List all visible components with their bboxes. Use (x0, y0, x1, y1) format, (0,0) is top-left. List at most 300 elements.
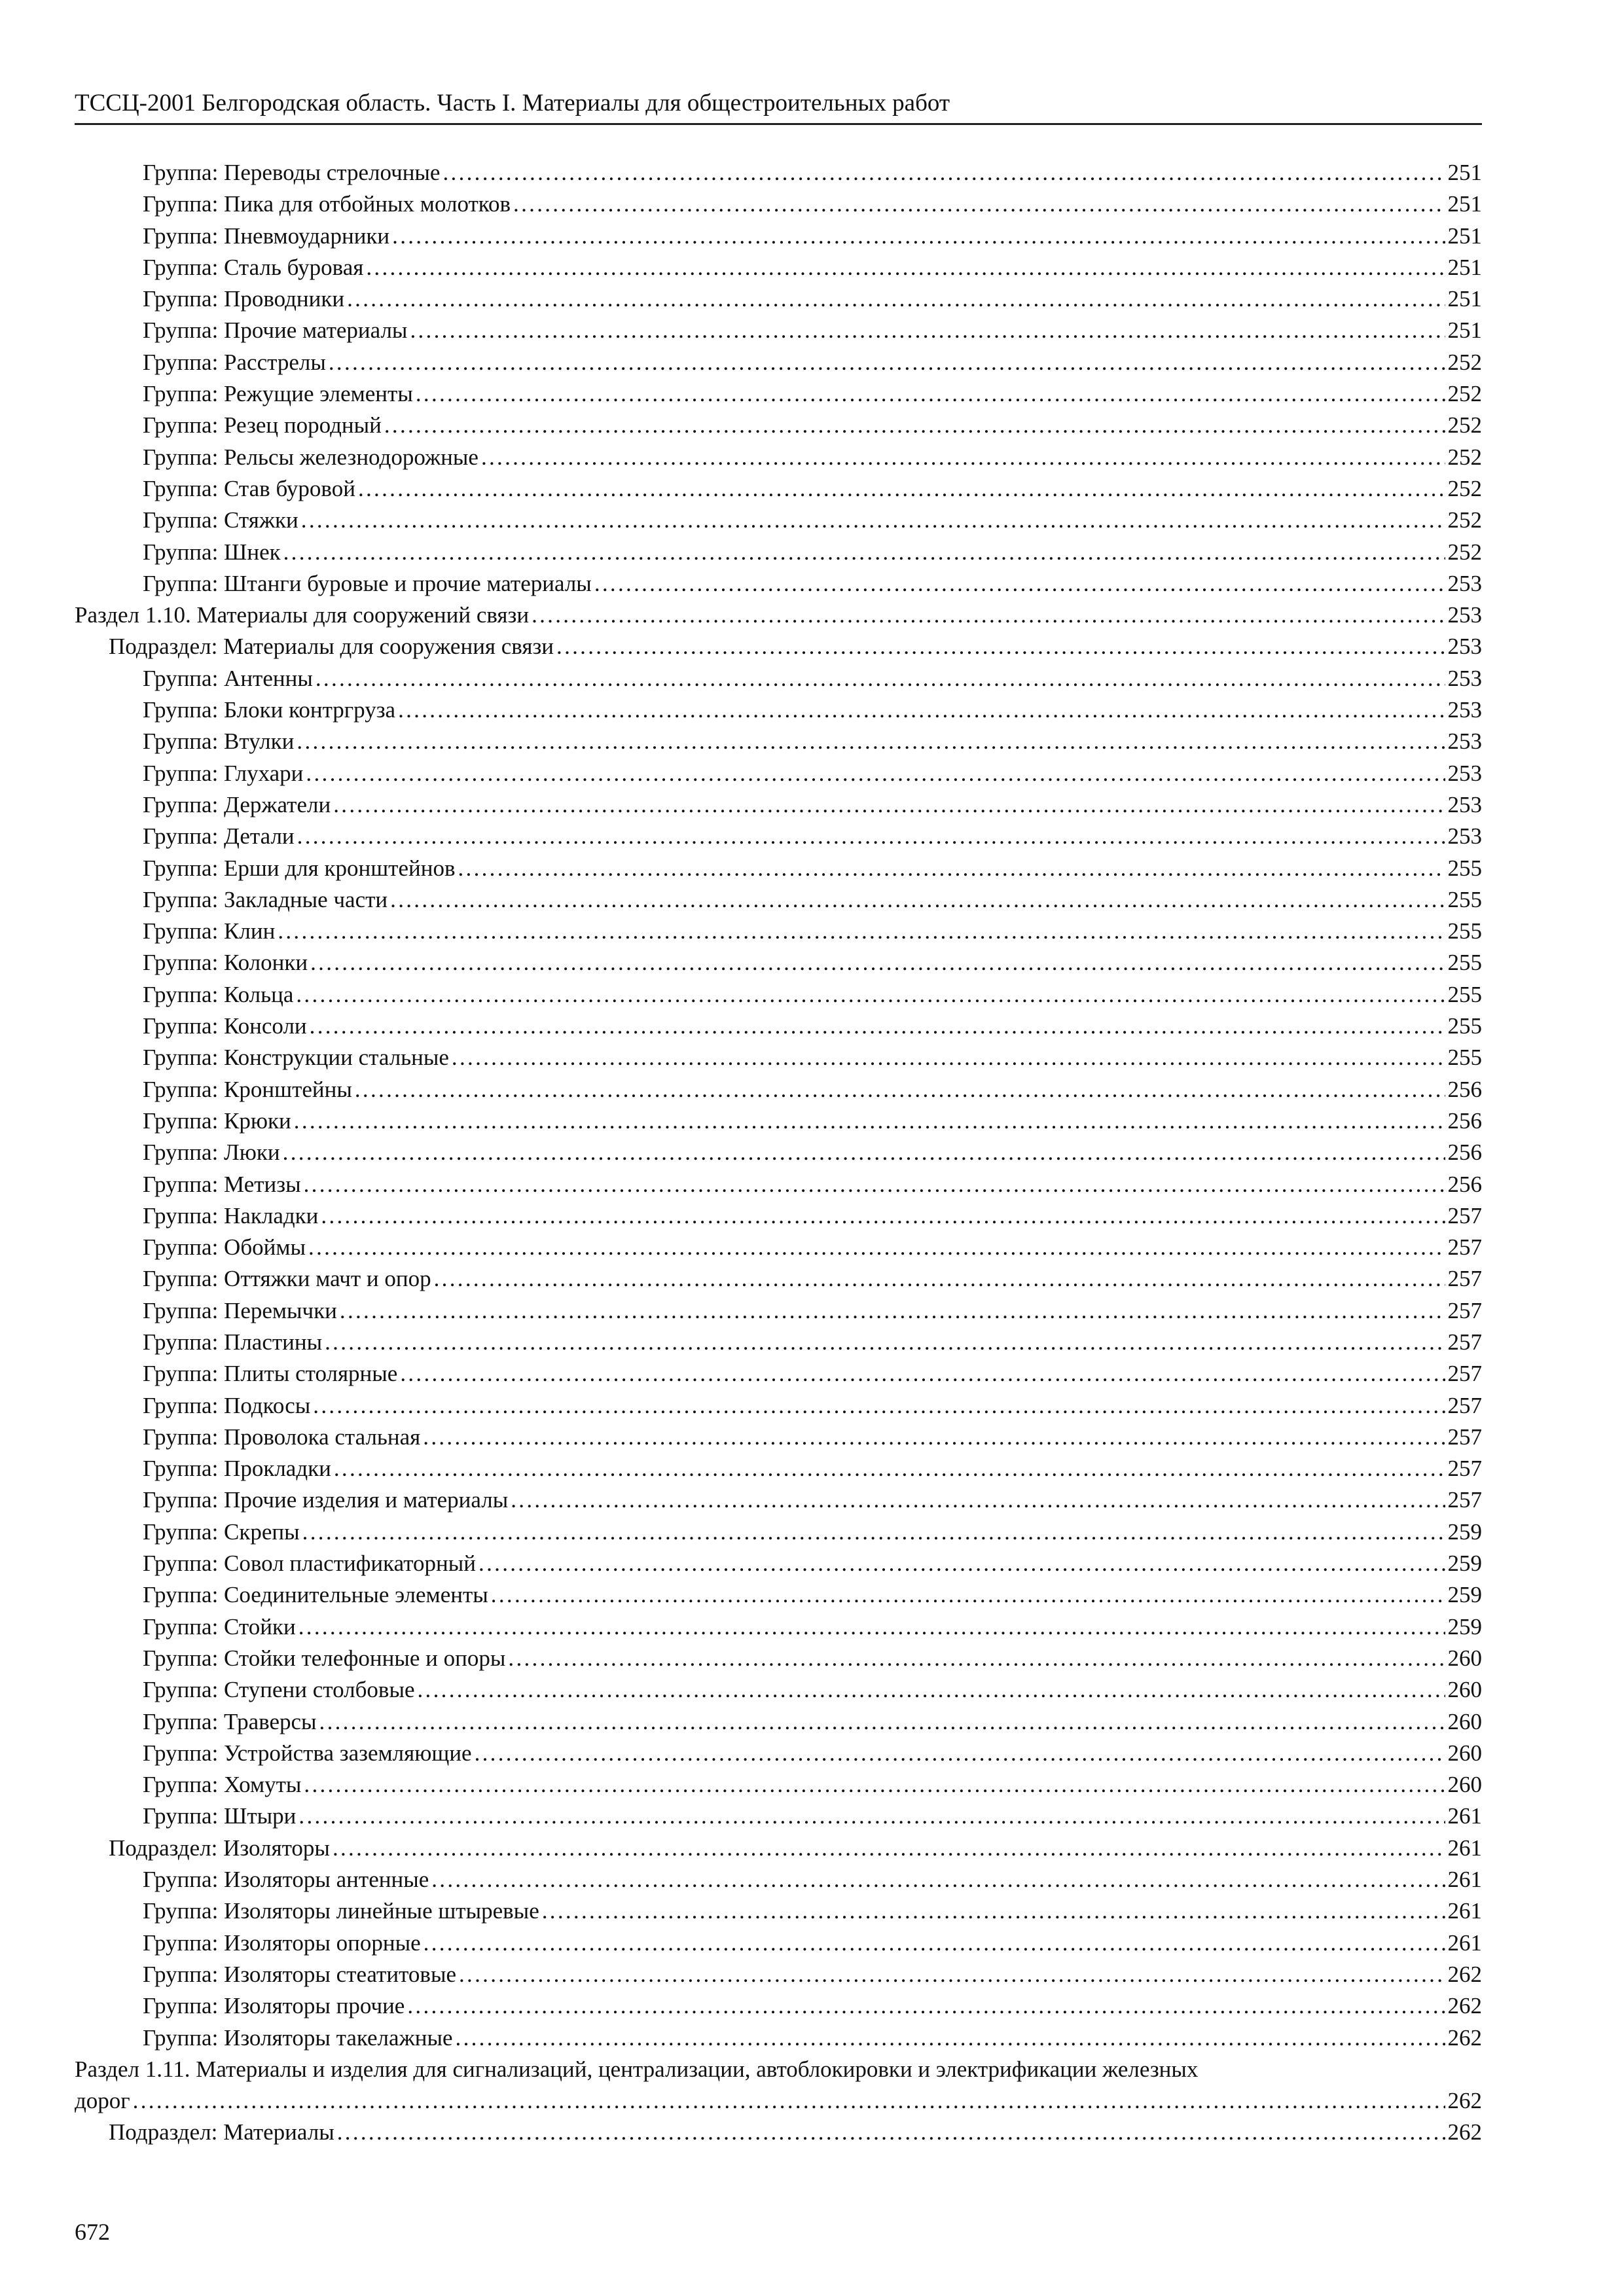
toc-entry-page: 253 (1447, 728, 1482, 755)
toc-entry-row (75, 1990, 1482, 2022)
toc-entry-page: 261 (1447, 1867, 1482, 1893)
toc-group-entry (75, 1295, 1482, 1327)
toc-entry-title: Группа: Люки (143, 1139, 280, 1166)
toc-entry-row (75, 821, 1482, 852)
dot-leader (355, 1074, 1445, 1105)
toc-group-entry (75, 1137, 1482, 1168)
toc-entry-row (75, 378, 1482, 410)
dot-leader (511, 1484, 1445, 1516)
toc-entry-title: Группа: Оттяжки мачт и опор (143, 1266, 431, 1292)
toc-entry-page: 256 (1447, 1107, 1482, 1134)
toc-entry-page: 261 (1447, 1803, 1482, 1829)
toc-entry-title: Группа: Детали (143, 823, 295, 850)
table-of-contents (75, 157, 1482, 2149)
toc-group-entry (75, 1263, 1482, 1295)
toc-entry-row (75, 252, 1482, 283)
toc-entry-row (75, 694, 1482, 726)
toc-entry-page: 257 (1447, 1361, 1482, 1387)
toc-group-entry (75, 694, 1482, 726)
toc-entry-page: 255 (1447, 1045, 1482, 1071)
toc-entry-row (75, 157, 1482, 188)
toc-entry-row (75, 442, 1482, 473)
toc-entry-title: Группа: Подкосы (143, 1392, 311, 1418)
dot-leader (390, 884, 1445, 916)
toc-entry-row (75, 853, 1482, 884)
dot-leader (424, 1928, 1445, 1959)
dot-leader (366, 252, 1445, 283)
toc-entry-page: 252 (1447, 475, 1482, 501)
toc-entry-page: 256 (1447, 1076, 1482, 1102)
dot-leader (298, 1611, 1445, 1643)
toc-entry-row (75, 188, 1482, 220)
toc-entry-title: Подраздел: Материалы для сооружения связи (109, 634, 554, 660)
toc-entry-row (75, 1769, 1482, 1801)
toc-entry-row (75, 1864, 1482, 1895)
toc-entry-row (75, 947, 1482, 978)
dot-leader (313, 1390, 1445, 1422)
dot-leader (333, 789, 1445, 821)
toc-entry-row (75, 1643, 1482, 1674)
dot-leader (304, 1169, 1445, 1200)
toc-entry-page: 251 (1447, 286, 1482, 312)
toc-entry-row (75, 884, 1482, 916)
dot-leader (304, 1769, 1445, 1801)
toc-entry-title: Группа: Режущие элементы (143, 381, 413, 407)
toc-group-entry (75, 473, 1482, 505)
toc-entry-title: Группа: Проводники (143, 286, 345, 312)
toc-group-entry (75, 1706, 1482, 1738)
toc-entry-title: Группа: Прочие изделия и материалы (143, 1487, 509, 1513)
toc-entry-row (75, 1074, 1482, 1105)
toc-entry-title: Группа: Плиты столярные (143, 1361, 398, 1387)
toc-entry-title: Группа: Пика для отбойных молотков (143, 191, 511, 217)
dot-leader (556, 631, 1445, 662)
dot-leader (459, 1959, 1445, 1990)
dot-leader (283, 1137, 1445, 1168)
dot-leader (321, 1200, 1445, 1232)
toc-entry-page: 260 (1447, 1708, 1482, 1734)
toc-group-entry (75, 821, 1482, 852)
toc-entry-title: Группа: Изоляторы линейные штыревые (143, 1898, 539, 1924)
toc-entry-title: Группа: Консоли (143, 1013, 307, 1039)
toc-group-entry (75, 1200, 1482, 1232)
toc-entry-page: 261 (1447, 1929, 1482, 1956)
toc-entry-row (75, 1706, 1482, 1738)
toc-group-entry (75, 1895, 1482, 1927)
toc-entry-page: 251 (1447, 317, 1482, 344)
dot-leader (491, 1579, 1445, 1611)
toc-entry-page: 253 (1447, 697, 1482, 723)
dot-leader (310, 947, 1445, 978)
toc-entry-title: Группа: Скрепы (143, 1518, 300, 1545)
dot-leader (400, 1358, 1445, 1390)
toc-group-entry (75, 2022, 1482, 2054)
toc-group-entry (75, 1453, 1482, 1484)
toc-entry-page: 253 (1447, 760, 1482, 786)
toc-entry-row (75, 1390, 1482, 1422)
toc-entry-title: Группа: Антенны (143, 665, 313, 691)
toc-entry-title: Группа: Втулки (143, 728, 295, 755)
dot-leader (308, 1232, 1445, 1263)
toc-entry-title: Группа: Переводы стрелочные (143, 160, 441, 185)
toc-entry-page: 257 (1447, 1456, 1482, 1482)
toc-subsection-entry (75, 1833, 1482, 1864)
toc-entry-page: 257 (1447, 1202, 1482, 1229)
dot-leader (294, 1105, 1445, 1137)
toc-group-entry (75, 315, 1482, 346)
dot-leader (418, 1674, 1445, 1706)
dot-leader (278, 916, 1445, 947)
toc-entry-row (75, 1801, 1482, 1832)
toc-entry-page: 257 (1447, 1487, 1482, 1513)
toc-entry-page: 252 (1447, 349, 1482, 375)
toc-entry-page: 253 (1447, 823, 1482, 850)
toc-entry-page: 257 (1447, 1297, 1482, 1323)
toc-group-entry (75, 1390, 1482, 1422)
toc-entry-page: 252 (1447, 444, 1482, 470)
toc-entry-row (75, 2022, 1482, 2054)
toc-group-entry (75, 1232, 1482, 1263)
toc-entry-page: 255 (1447, 950, 1482, 976)
dot-leader (478, 1548, 1445, 1579)
toc-entry-page: 261 (1447, 1835, 1482, 1861)
dot-leader (416, 378, 1445, 410)
toc-entry-row (75, 347, 1482, 378)
toc-entry-title: Группа: Кольца (143, 981, 294, 1007)
toc-entry-row (75, 1232, 1482, 1263)
toc-entry-row (75, 1516, 1482, 1548)
toc-entry-title: Группа: Ерши для кронштейнов (143, 855, 456, 881)
toc-entry-row (75, 1959, 1482, 1990)
toc-entry-row (75, 221, 1482, 252)
toc-entry-row (75, 1105, 1482, 1137)
dot-leader (481, 442, 1445, 473)
header-title: ТССЦ-2001 Белгородская область. Часть I. Материалы для общестроительных работ (75, 90, 950, 117)
toc-entry-page: 262 (1447, 1961, 1482, 1987)
toc-entry-title: Группа: Траверсы (143, 1708, 317, 1734)
toc-entry-row (75, 1895, 1482, 1927)
toc-group-entry (75, 1674, 1482, 1706)
toc-entry-row (75, 979, 1482, 1011)
toc-group-entry (75, 157, 1482, 188)
toc-entry-title: Группа: Прокладки (143, 1456, 331, 1482)
toc-entry-page: 255 (1447, 1013, 1482, 1039)
toc-entry-title: Группа: Блоки контргруза (143, 697, 396, 723)
toc-entry-page: 259 (1447, 1551, 1482, 1577)
toc-entry-row (75, 1928, 1482, 1959)
toc-subsection-entry (75, 631, 1482, 662)
toc-entry-title: Группа: Соединительные элементы (143, 1582, 488, 1608)
toc-entry-title: Группа: Клин (143, 918, 276, 944)
dot-leader (297, 726, 1445, 757)
toc-entry-row (75, 2085, 1482, 2117)
toc-entry-title: Подраздел: Материалы (109, 2119, 334, 2145)
toc-entry-page: 257 (1447, 1392, 1482, 1418)
toc-entry-title: Группа: Резец породный (143, 412, 382, 439)
toc-group-entry (75, 884, 1482, 916)
toc-entry-title: Группа: Рельсы железнодорожные (143, 444, 478, 470)
toc-entry-page: 255 (1447, 886, 1482, 912)
toc-entry-row (75, 1200, 1482, 1232)
toc-entry-title: Раздел 1.10. Материалы для сооружений связи (75, 602, 530, 628)
dot-leader (296, 979, 1445, 1011)
toc-entry-title: Подраздел: Изоляторы (109, 1835, 330, 1861)
toc-group-entry (75, 505, 1482, 536)
toc-group-entry (75, 1579, 1482, 1611)
dot-leader (452, 1042, 1445, 1073)
toc-entry-row (75, 1422, 1482, 1453)
toc-entry-row (75, 283, 1482, 315)
toc-entry-title: Группа: Изоляторы антенные (143, 1867, 429, 1893)
dot-leader (398, 694, 1445, 726)
toc-group-entry (75, 1738, 1482, 1769)
toc-entry-title: Раздел 1.11. Материалы и изделия для сигнализаций, централизации, автоблокировки и электрификации железных (75, 2056, 1199, 2082)
toc-entry-row (75, 473, 1482, 505)
toc-entry-row (75, 537, 1482, 568)
toc-entry-row (75, 1833, 1482, 1864)
toc-entry-title: Группа: Конструкции стальные (143, 1045, 449, 1071)
toc-group-entry (75, 1011, 1482, 1042)
dot-leader (407, 1990, 1445, 2022)
toc-entry-page: 257 (1447, 1329, 1482, 1355)
toc-entry-title: Группа: Стойки (143, 1613, 296, 1640)
toc-group-entry (75, 789, 1482, 821)
toc-entry-row (75, 1042, 1482, 1073)
toc-entry-title: Группа: Устройства заземляющие (143, 1740, 472, 1766)
toc-entry-page: 255 (1447, 918, 1482, 944)
dot-leader (301, 505, 1445, 536)
dot-leader (532, 600, 1445, 631)
dot-leader (298, 1801, 1445, 1832)
toc-entry-title: Группа: Проволока стальная (143, 1424, 421, 1450)
toc-entry-page: 262 (1447, 2024, 1482, 2051)
dot-leader (434, 1263, 1445, 1295)
toc-entry-title: Группа: Расстрелы (143, 349, 326, 375)
toc-group-entry (75, 1959, 1482, 1990)
toc-entry-title: Группа: Изоляторы такелажные (143, 2024, 453, 2051)
toc-entry-row (75, 916, 1482, 947)
toc-group-entry (75, 1327, 1482, 1358)
toc-entry-page: 260 (1447, 1772, 1482, 1798)
dot-leader (306, 758, 1445, 789)
toc-entry-title: Группа: Колонки (143, 950, 308, 976)
toc-entry-row (75, 1738, 1482, 1769)
toc-entry-row (75, 1611, 1482, 1643)
dot-leader (302, 1516, 1445, 1548)
toc-group-entry (75, 1801, 1482, 1832)
toc-group-entry (75, 1990, 1482, 2022)
dot-leader (410, 315, 1445, 346)
toc-group-entry (75, 663, 1482, 694)
toc-entry-row (75, 726, 1482, 757)
toc-group-entry (75, 442, 1482, 473)
dot-leader (333, 1833, 1445, 1864)
dot-leader (475, 1738, 1445, 1769)
toc-entry-page: 251 (1447, 191, 1482, 217)
dot-leader (358, 473, 1445, 505)
toc-group-entry (75, 1864, 1482, 1895)
toc-entry-page: 260 (1447, 1677, 1482, 1703)
dot-leader (513, 188, 1445, 220)
toc-entry-page: 260 (1447, 1645, 1482, 1671)
dot-leader (384, 410, 1445, 441)
toc-entry-title: Группа: Держатели (143, 791, 331, 817)
toc-entry-row (75, 2117, 1482, 2148)
toc-entry-row (75, 1137, 1482, 1168)
toc-entry-row (75, 758, 1482, 789)
toc-entry-title: Группа: Кронштейны (143, 1076, 352, 1102)
dot-leader (337, 2117, 1445, 2148)
toc-group-entry (75, 1548, 1482, 1579)
toc-group-entry (75, 1611, 1482, 1643)
toc-group-entry (75, 568, 1482, 600)
toc-group-entry (75, 1105, 1482, 1137)
toc-entry-title-continued: дорог (75, 2088, 130, 2114)
toc-group-entry (75, 410, 1482, 441)
toc-entry-row (75, 1453, 1482, 1484)
dot-leader (297, 821, 1445, 852)
toc-entry-row (75, 505, 1482, 536)
toc-entry-page: 262 (1447, 1993, 1482, 2019)
toc-entry-page: 257 (1447, 1424, 1482, 1450)
toc-subsection-entry (75, 2117, 1482, 2148)
toc-entry-title: Группа: Сталь буровая (143, 254, 364, 280)
toc-entry-title: Группа: Изоляторы стеатитовые (143, 1961, 456, 1987)
toc-group-entry (75, 347, 1482, 378)
toc-entry-title: Группа: Стойки телефонные и опоры (143, 1645, 506, 1671)
toc-entry-title: Группа: Совол пластификаторный (143, 1551, 477, 1577)
toc-group-entry (75, 853, 1482, 884)
dot-leader (392, 221, 1445, 252)
toc-group-entry (75, 1516, 1482, 1548)
toc-entry-row (75, 1484, 1482, 1516)
toc-entry-page: 259 (1447, 1518, 1482, 1545)
toc-entry-page: 252 (1447, 507, 1482, 533)
toc-entry-page: 257 (1447, 1234, 1482, 1261)
toc-group-entry (75, 1422, 1482, 1453)
running-header (75, 84, 1482, 125)
toc-entry-title: Группа: Хомуты (143, 1772, 302, 1798)
toc-entry-page: 251 (1447, 254, 1482, 280)
dot-leader (133, 2085, 1445, 2117)
toc-group-entry (75, 188, 1482, 220)
toc-group-entry (75, 1769, 1482, 1801)
toc-group-entry (75, 283, 1482, 315)
toc-entry-row (75, 631, 1482, 662)
toc-entry-page: 259 (1447, 1582, 1482, 1608)
toc-entry-title: Группа: Прочие материалы (143, 317, 408, 344)
toc-entry-page: 252 (1447, 381, 1482, 407)
toc-entry-title: Группа: Штанги буровые и прочие материалы (143, 570, 592, 596)
toc-entry-title: Группа: Изоляторы прочие (143, 1993, 405, 2019)
toc-entry-page: 252 (1447, 539, 1482, 565)
dot-leader (325, 1327, 1445, 1358)
toc-entry-row (75, 315, 1482, 346)
toc-group-entry (75, 221, 1482, 252)
toc-entry-page: 252 (1447, 412, 1482, 439)
toc-entry-row (75, 1548, 1482, 1579)
toc-entry-page: 253 (1447, 570, 1482, 596)
toc-group-entry (75, 252, 1482, 283)
toc-entry-row (75, 663, 1482, 694)
dot-leader (442, 157, 1445, 188)
toc-entry-row (75, 600, 1482, 631)
toc-entry-row (75, 1263, 1482, 1295)
toc-entry-title: Группа: Метизы (143, 1171, 301, 1197)
toc-entry-title: Группа: Став буровой (143, 475, 355, 501)
toc-entry-title: Группа: Штыри (143, 1803, 297, 1829)
dot-leader (340, 1295, 1445, 1327)
toc-entry-row (75, 1295, 1482, 1327)
toc-entry-title: Группа: Перемычки (143, 1297, 337, 1323)
toc-group-entry (75, 726, 1482, 757)
toc-entry-page: 251 (1447, 160, 1482, 185)
toc-entry-row (75, 1674, 1482, 1706)
dot-leader (458, 853, 1445, 884)
toc-group-entry (75, 1042, 1482, 1073)
toc-entry-page: 255 (1447, 855, 1482, 881)
toc-entry-page: 261 (1447, 1898, 1482, 1924)
toc-entry-row (75, 1579, 1482, 1611)
toc-group-entry (75, 979, 1482, 1011)
toc-entry-page: 251 (1447, 223, 1482, 249)
toc-entry-row (75, 410, 1482, 441)
toc-group-entry (75, 537, 1482, 568)
toc-entry-page: 256 (1447, 1139, 1482, 1166)
toc-entry-page: 259 (1447, 1613, 1482, 1640)
toc-entry-title: Группа: Ступени столбовые (143, 1677, 415, 1703)
toc-entry-row (75, 1327, 1482, 1358)
toc-entry-title: Группа: Стяжки (143, 507, 298, 533)
toc-entry-title: Группа: Изоляторы опорные (143, 1929, 421, 1956)
toc-group-entry (75, 378, 1482, 410)
toc-entry-title: Группа: Закладные части (143, 886, 388, 912)
dot-leader (542, 1895, 1445, 1927)
dot-leader (334, 1453, 1445, 1484)
toc-entry-page: 255 (1447, 981, 1482, 1007)
toc-entry-row (75, 789, 1482, 821)
toc-entry-title: Группа: Крюки (143, 1107, 291, 1134)
toc-entry-page: 257 (1447, 1266, 1482, 1292)
toc-entry-title: Группа: Шнек (143, 539, 281, 565)
toc-entry-title: Группа: Накладки (143, 1202, 319, 1229)
toc-entry-page: 253 (1447, 791, 1482, 817)
toc-entry-page: 262 (1447, 2088, 1482, 2114)
toc-group-entry (75, 947, 1482, 978)
toc-entry-page: 253 (1447, 665, 1482, 691)
toc-group-entry (75, 1358, 1482, 1390)
toc-entry-title: Группа: Пневмоударники (143, 223, 390, 249)
toc-entry-row (75, 568, 1482, 600)
toc-section-entry (75, 600, 1482, 631)
toc-entry-page: 253 (1447, 634, 1482, 660)
toc-entry-page: 256 (1447, 1171, 1482, 1197)
dot-leader (347, 283, 1445, 315)
toc-group-entry (75, 1643, 1482, 1674)
toc-entry-row (75, 1358, 1482, 1390)
dot-leader (316, 663, 1445, 694)
toc-section-entry (75, 2054, 1482, 2117)
toc-entry-row (75, 1169, 1482, 1200)
toc-group-entry (75, 1928, 1482, 1959)
dot-leader (329, 347, 1445, 378)
toc-entry-page: 262 (1447, 2119, 1482, 2145)
dot-leader (283, 537, 1445, 568)
toc-entry-title: Группа: Обоймы (143, 1234, 306, 1261)
page-number: 672 (75, 2219, 110, 2245)
toc-group-entry (75, 1484, 1482, 1516)
toc-entry-row (75, 1011, 1482, 1042)
